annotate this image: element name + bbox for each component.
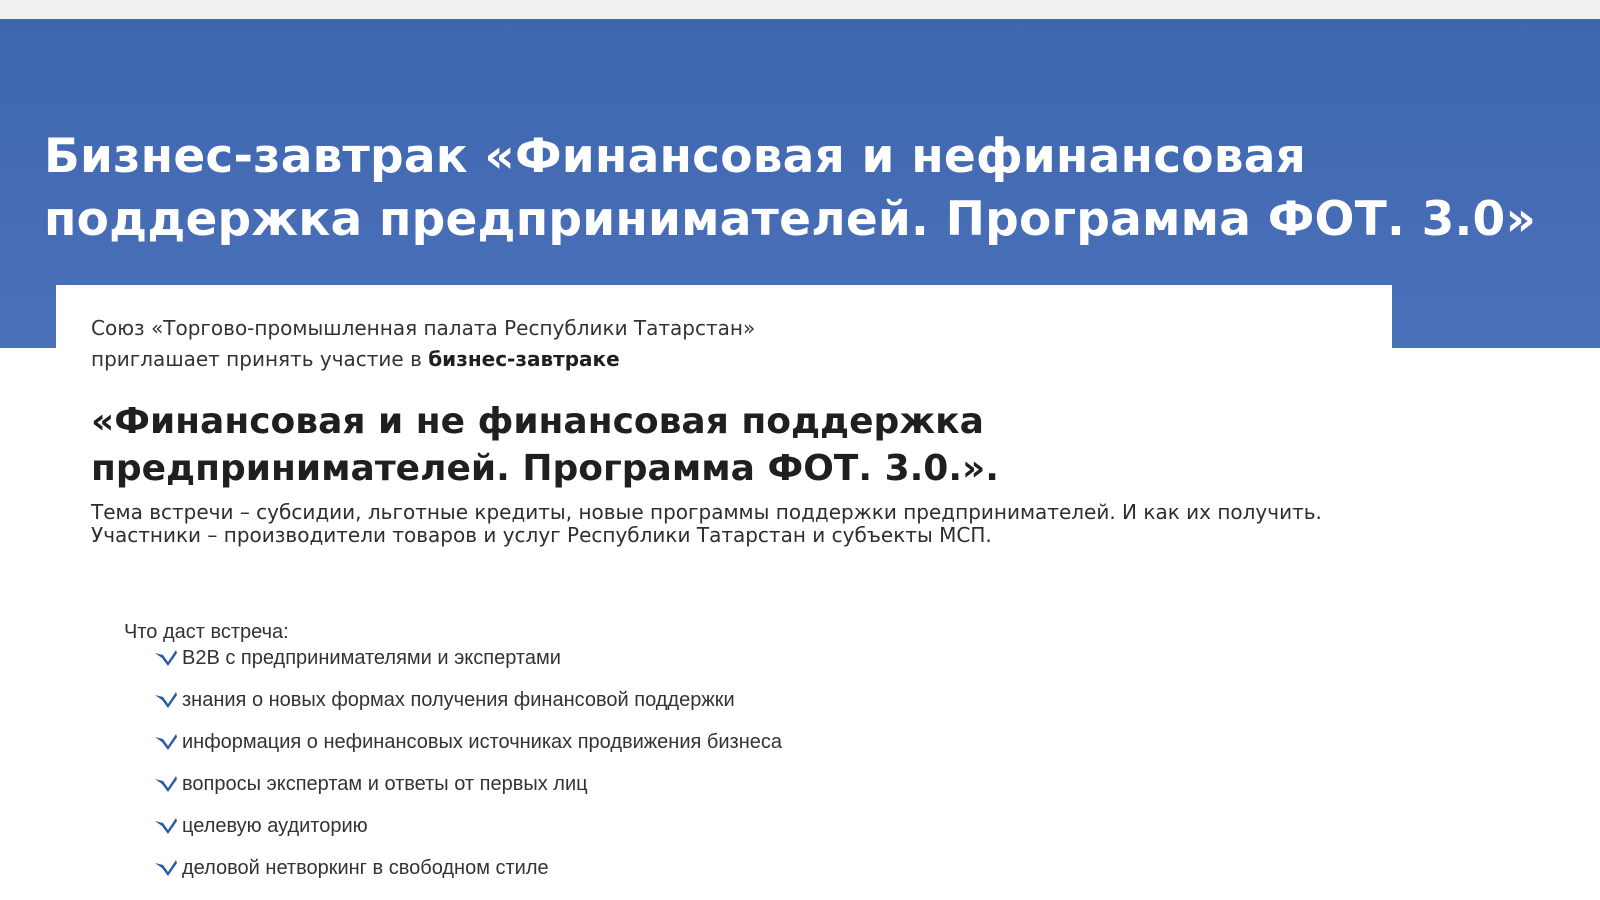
content-card bbox=[56, 285, 1392, 885]
benefit-item bbox=[154, 731, 782, 773]
benefit-item bbox=[154, 773, 782, 815]
top-strip bbox=[0, 0, 1600, 19]
benefit-item bbox=[154, 689, 782, 731]
benefit-item bbox=[154, 815, 782, 857]
meeting-topic: Тема встречи – субсидии, льготные кредиты, новые программы поддержки предпринимателей. И как их получить. bbox=[91, 500, 1322, 524]
benefits-heading: Что даст встреча: bbox=[124, 621, 289, 643]
bird-check-icon bbox=[154, 731, 178, 753]
bird-check-icon bbox=[154, 647, 178, 669]
intro-organizer: Союз «Торгово-промышленная палата Республики Татарстан» bbox=[91, 316, 756, 340]
banner-title-line-2: поддержка предпринимателей. Программа ФОТ. 3.0» bbox=[44, 192, 1537, 247]
benefit-item bbox=[154, 647, 782, 689]
bird-check-icon bbox=[154, 815, 178, 837]
bird-check-icon bbox=[154, 857, 178, 879]
benefit-item-label: вопросы экспертам и ответы от первых лиц bbox=[182, 773, 588, 795]
benefit-item-label: информация о нефинансовых источниках продвижения бизнеса bbox=[182, 731, 782, 753]
intro-event-type: бизнес-завтраке bbox=[428, 347, 620, 371]
intro-invite: приглашает принять участие в bbox=[91, 347, 429, 371]
banner-title bbox=[44, 125, 1564, 251]
event-title-line-1: «Финансовая и не финансовая поддержка bbox=[91, 401, 984, 442]
benefit-item-label: B2B с предпринимателями и экспертами bbox=[182, 647, 561, 669]
event-title-line-2: предпринимателей. Программа ФОТ. 3.0.». bbox=[91, 448, 999, 489]
benefits-list bbox=[154, 647, 782, 899]
event-title bbox=[91, 398, 1291, 492]
event-description bbox=[91, 501, 1381, 547]
intro-text bbox=[91, 313, 755, 375]
benefit-item-label: деловой нетворкинг в свободном стиле bbox=[182, 857, 549, 879]
banner-title-line-1: Бизнес-завтрак «Финансовая и нефинансовая bbox=[44, 129, 1306, 184]
bird-check-icon bbox=[154, 773, 178, 795]
benefit-item-label: знания о новых формах получения финансовой поддержки bbox=[182, 689, 735, 711]
bird-check-icon bbox=[154, 689, 178, 711]
meeting-participants: Участники – производители товаров и услуг Республики Татарстан и субъекты МСП. bbox=[91, 523, 992, 547]
benefit-item bbox=[154, 857, 782, 899]
benefit-item-label: целевую аудиторию bbox=[182, 815, 368, 837]
